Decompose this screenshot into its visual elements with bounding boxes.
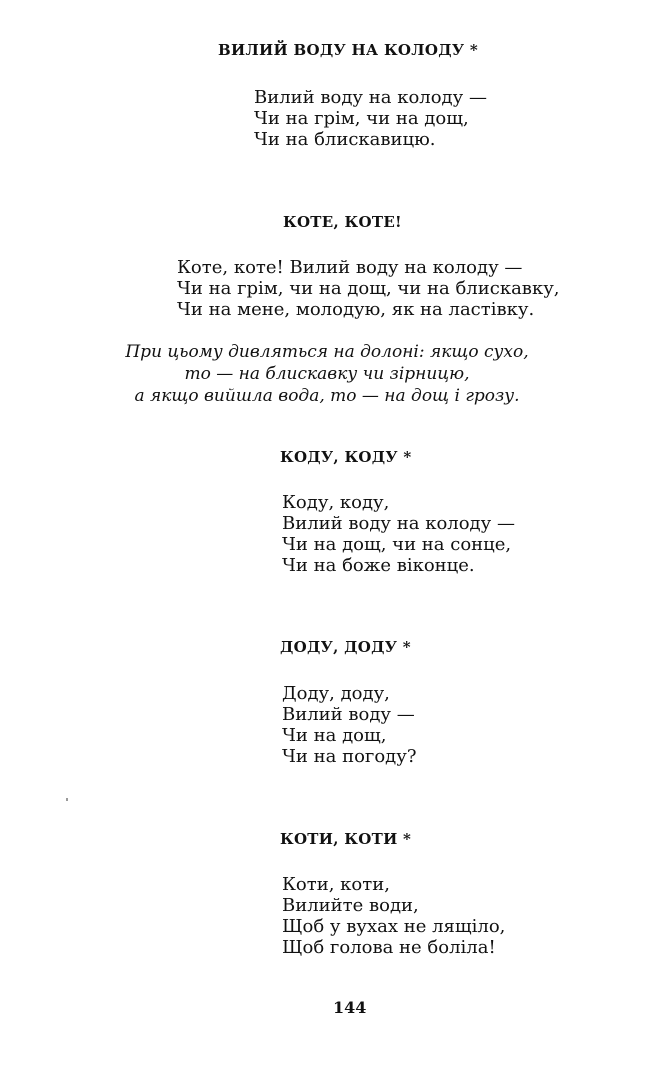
poem-verse-3 <box>282 492 515 576</box>
poem-verse-5 <box>282 874 505 958</box>
verse-line: Чи на боже віконце. <box>282 555 475 576</box>
poem-verse-4 <box>282 683 417 767</box>
poem-title-2: КОТЕ, КОТЕ! <box>283 213 402 231</box>
verse-line: Вилий воду на колоду — <box>254 87 487 108</box>
verse-line: Коте, коте! Вилий воду на колоду — <box>177 257 523 278</box>
page-number: 144 <box>333 998 367 1017</box>
verse-line: Коти, коти, <box>282 874 390 895</box>
poem-verse-2 <box>177 257 560 320</box>
poem-title-1: ВИЛИЙ ВОДУ НА КОЛОДУ * <box>218 41 478 59</box>
note-line: При цьому дивляться на долоні: якщо сухо, <box>125 342 529 362</box>
poem-title-3: КОДУ, КОДУ * <box>280 448 412 466</box>
verse-line: Щоб голова не боліла! <box>282 937 496 958</box>
verse-line: Чи на блискавицю. <box>254 129 436 150</box>
verse-line: Вилий воду на колоду — <box>282 513 515 534</box>
verse-line: Чи на погоду? <box>282 746 417 767</box>
verse-line: Чи на грім, чи на дощ, чи на блискавку, <box>177 278 560 299</box>
poem-title-5: КОТИ, КОТИ * <box>280 830 412 848</box>
poem-title-4: ДОДУ, ДОДУ * <box>280 638 411 656</box>
verse-line: Чи на мене, молодую, як на ластівку. <box>177 299 535 320</box>
note-line: а якщо вийшла вода, то — на дощ і грозу. <box>134 386 520 406</box>
scan-speck <box>66 798 68 801</box>
verse-line: Коду, коду, <box>282 492 390 513</box>
verse-line: Чи на дощ, <box>282 725 387 746</box>
verse-line: Доду, доду, <box>282 683 390 704</box>
verse-line: Чи на дощ, чи на сонце, <box>282 534 512 555</box>
verse-line: Чи на грім, чи на дощ, <box>254 108 469 129</box>
poem-verse-1 <box>254 87 487 150</box>
verse-line: Вилий воду — <box>282 704 415 725</box>
poem-note <box>0 341 654 407</box>
verse-line: Вилийте води, <box>282 895 419 916</box>
note-line: то — на блискавку чи зірницю, <box>184 364 470 384</box>
verse-line: Щоб у вухах не лящіло, <box>282 916 506 937</box>
